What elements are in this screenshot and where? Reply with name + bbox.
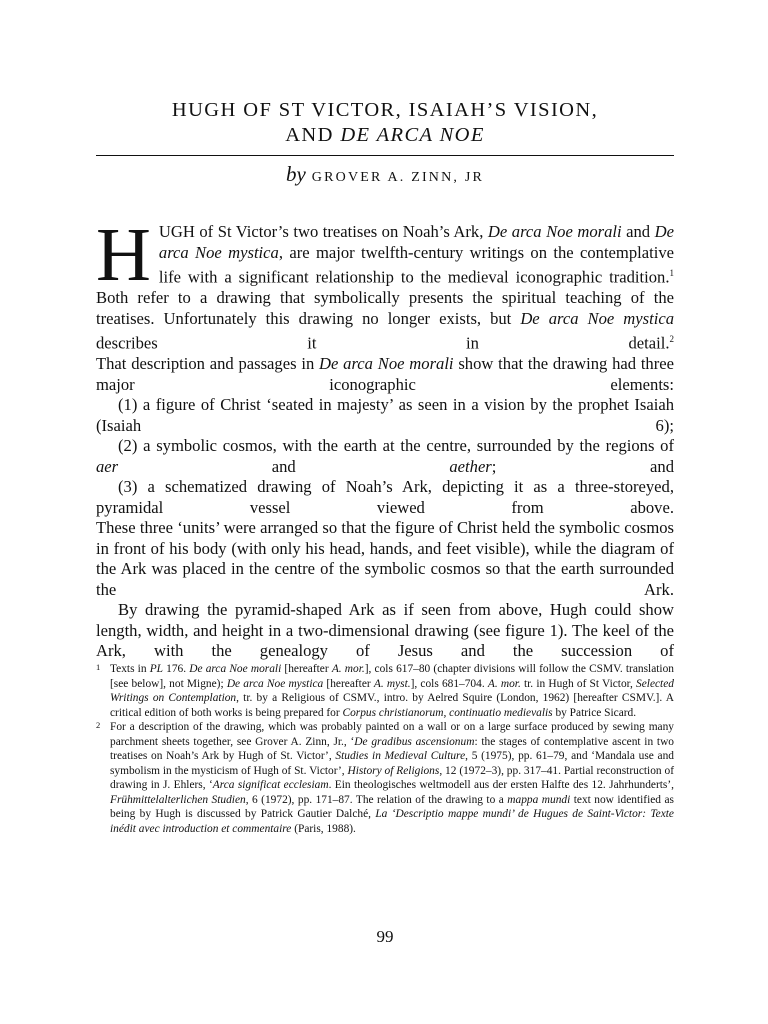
author-name: GROVER A. ZINN, JR [311,170,485,185]
footnote-2: 2 For a description of the drawing, which was probably painted on a wall or on a large surface produced by sewing many parchment sheets together, see Grover A. Zinn, Jr., ‘De gradibus ascensionum: the stages of contemplative ascent in two treatises on Noah’s Ark by Hugh of St. Victor’, Studies in Medieval Culture, 5 (1975), pp. 61–79, and ‘Mandala use and symbolism in the mysticism of Hugh of St. Victor’, History of Religions, 12 (1972–3), pp. 317–41. Partial reconstruction of drawing in J. Ehlers, ‘Arca significat ecclesiam. Ein theologisches weltmodell aus der ersten Halfte des 12. Jahrhunderts’, Frühmittelalterlichen Studien, 6 (1972), pp. 171–87. The relation of the drawing to a mappa mundi text now identified as being by Hugh is discussed by Patrick Gautier Dalché, La ‘Descriptio mappe mundi’ de Hugues de Saint-Victor: Texte inédit avec introduction et commentaire (Paris, 1988). [96,720,674,835]
list-item-1: (1) a figure of Christ ‘seated in majesty’ as seen in a vision by the prophet Isaiah (Isaiah 6); [96,395,674,435]
footnote-1-mark: 1 [96,662,101,672]
body-text [96,213,674,662]
title-line-1: HUGH OF ST VICTOR, ISAIAH’S VISION, [171,99,599,121]
list-item-2: (2) a symbolic cosmos, with the earth at the centre, surrounded by the regions of aer and aether; and [96,436,674,476]
title-line-2: AND DE ARCA NOE [285,124,485,146]
footnote-2-mark: 2 [96,720,101,730]
byline [96,162,674,187]
paragraph-3: These three ‘units’ were arranged so that the figure of Christ held the symbolic cosmos in front of his body (with only his head, hands, and feet visible), while the diagram of the Ark was placed in the centre of the symbolic cosmos so that the earth surrounded the Ark. [96,518,674,599]
paragraph-1: HUGH of St Victor’s two treatises on Noah’s Ark, De arca Noe morali and De arca Noe mystica, are major twelfth-century writings on the contemplative life with a significant relationship to the medieval iconographic tradition.$^1$ Both refer to a drawing that symbolically presents the spiritual teaching of the treatises. Unfortunately this drawing no longer exists, but De arca Noe mystica describes it in detail.$^2$ [96,213,674,353]
paragraph-2: That description and passages in De arca Noe morali show that the drawing had three major iconographic elements: [96,354,674,394]
title-rule [96,155,674,156]
footnote-1: 1 Texts in PL 176. De arca Noe morali [hereafter A. mor.], cols 617–80 (chapter divisions will follow the CSMV. translation [see below], not Migne); De arca Noe mystica [hereafter A. myst.], cols 681–704. A. mor. tr. in Hugh of St Victor, Selected Writings on Contemplation, tr. by a Religious of CSMV., intro. by Aelred Squire (London, 1962) [hereafter CSMV.]. A critical edition of both works is being prepared for Corpus christianorum, continuatio medievalis by Patrice Sicard. [96,662,674,719]
byline-by: by [285,162,306,186]
footnote-ref-1[interactable]: 1 [669,268,674,278]
article-title [96,98,674,148]
footnote-ref-2[interactable]: 2 [669,334,674,345]
drop-cap: H [96,213,151,297]
page-number: 99 [376,927,394,946]
paragraph-4: By drawing the pyramid-shaped Ark as if seen from above, Hugh could show length, width, and height in a two-dimensional drawing (see figure 1). The keel of the Ark, with the genealogy of Jesus and the succession of [96,600,674,661]
list-item-3: (3) a schematized drawing of Noah’s Ark, depicting it as a three-storeyed, pyramidal vessel viewed from above. [96,477,674,517]
footnotes [96,662,674,836]
